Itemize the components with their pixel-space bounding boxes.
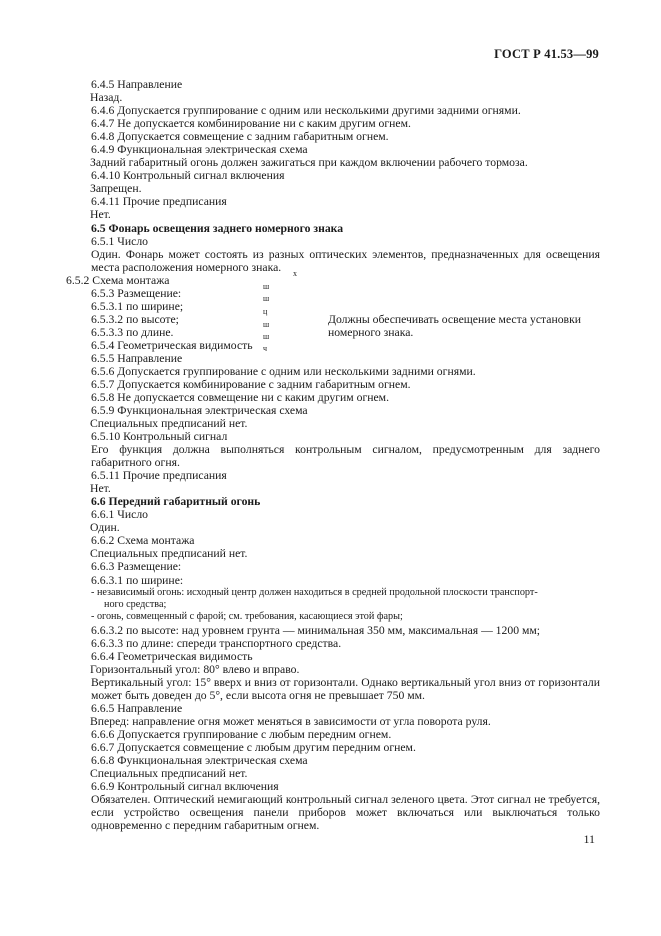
clause-6-6-3-1: 6.6.3.1 по ширине:: [91, 573, 184, 587]
scheme-requirement-text: Должны обеспечивать освещение места установки номерного знака.: [328, 312, 581, 339]
bullet-item: - независимый огонь: исходный центр должен находиться в средней продольной плоскости транспорт-: [91, 586, 538, 598]
clause-6-5-2: 6.5.2 Схема монтажа: [66, 273, 170, 287]
scan-mark: х: [293, 268, 297, 278]
clause-6-5-6: 6.5.6 Допускается группирование с одним или несколькими задними огнями.: [91, 364, 476, 378]
scan-mark: ч: [263, 343, 268, 353]
clause-6-6-8: 6.6.8 Функциональная электрическая схема: [91, 754, 308, 768]
clause-6-6-1: 6.6.1 Число: [91, 508, 149, 522]
clause-6-6-3: 6.6.3 Размещение:: [91, 560, 182, 574]
clause-6-5-11: 6.5.11 Прочие предписания: [91, 469, 227, 483]
text-line: Задний габаритный огонь должен зажигаться при каждом включении рабочего тормоза.: [90, 156, 528, 170]
clause-6-5-9: 6.5.9 Функциональная электрическая схема: [91, 403, 308, 417]
scan-mark: ш: [263, 293, 270, 303]
paragraph-text: Обязателен. Оптический немигающий контрольный сигнал зеленого цвета. Этот сигнал не требуется, если устройство освещения панели приборов может включаться или выключаться только одновременно с передним габаритным огнем.: [91, 793, 600, 833]
clause-6-5-4: 6.5.4 Геометрическая видимость: [91, 338, 253, 352]
clause-6-5-3: 6.5.3 Размещение:: [91, 286, 182, 300]
clause-6-5-1: 6.5.1 Число: [91, 234, 149, 248]
scan-mark: ш: [263, 281, 270, 291]
paragraph-text: Один. Фонарь может состоять из разных оптических элементов, предназначенных для освещения места расположения номерного знака.: [91, 247, 600, 274]
clause-6-4-6: 6.4.6 Допускается группирование с одним или несколькими другими задними огнями.: [91, 104, 521, 118]
clause-6-5-3-1: 6.5.3.1 по ширине;: [91, 299, 184, 313]
text-line: Один.: [90, 521, 120, 535]
clause-6-4-7: 6.4.7 Не допускается комбинирование ни с каким другим огнем.: [91, 117, 411, 131]
clause-6-5-7: 6.5.7 Допускается комбинирование с задним габаритным огнем.: [91, 377, 411, 391]
text-line: Специальных предписаний нет.: [90, 767, 248, 781]
paragraph-text: Вертикальный угол: 15° вверх и вниз от горизонтали. Однако вертикальный угол вниз от горизонтали может быть доведен до 5°, если высота огня не превышает 750 мм.: [91, 675, 600, 702]
clause-6-6-5: 6.6.5 Направление: [91, 702, 183, 716]
scan-mark: ш: [263, 331, 270, 341]
clause-6-6-3-3: 6.6.3.3 по длине: спереди транспортного средства.: [91, 636, 342, 650]
text-line: Вперед: направление огня может меняться в зависимости от угла поворота руля.: [90, 715, 491, 729]
paragraph-6-5-1: [0, 248, 600, 274]
document-body: [66, 78, 600, 833]
text-line: Нет.: [90, 482, 111, 496]
section-6-6-heading: 6.6 Передний габаритный огонь: [91, 495, 261, 509]
clause-6-6-3-2: 6.6.3.2 по высоте: над уровнем грунта — минимальная 350 мм, максимальная — 1200 мм;: [91, 623, 541, 637]
document-code-header: ГОСТ Р 41.53—99: [494, 47, 599, 61]
scan-mark: ш: [263, 319, 270, 329]
paragraph-6-6-9: [0, 793, 600, 832]
text-line: Специальных предписаний нет.: [90, 547, 248, 561]
bullet-item-continuation: ного средства;: [104, 598, 167, 610]
clause-6-5-8: 6.5.8 Не допускается совмещение ни с каким другим огнем.: [91, 390, 389, 404]
paragraph-6-6-4: [0, 676, 600, 702]
clause-6-6-2: 6.6.2 Схема монтажа: [91, 534, 195, 548]
clause-6-5-10: 6.5.10 Контрольный сигнал: [91, 429, 228, 443]
clause-6-5-5: 6.5.5 Направление: [91, 351, 183, 365]
page-number: 11: [583, 832, 595, 846]
text-line: Нет.: [90, 208, 111, 222]
clause-6-6-4: 6.6.4 Геометрическая видимость: [91, 649, 253, 663]
text-line: Запрещен.: [90, 182, 142, 196]
paragraph-6-5-10: [0, 443, 600, 469]
scan-mark: ц: [263, 306, 268, 316]
clause-6-4-8: 6.4.8 Допускается совмещение с задним габаритным огнем.: [91, 130, 389, 144]
paragraph-text: Его функция должна выполняться контрольным сигналом, предусмотренным для заднего габаритного огня.: [91, 443, 600, 470]
clause-6-4-9: 6.4.9 Функциональная электрическая схема: [91, 143, 308, 157]
clause-6-4-5: 6.4.5 Направление: [91, 78, 183, 91]
clause-6-5-3-2: 6.5.3.2 по высоте;: [91, 312, 179, 326]
clause-6-6-9: 6.6.9 Контрольный сигнал включения: [91, 780, 279, 794]
clause-6-6-7: 6.6.7 Допускается совмещение с любым другим передним огнем.: [91, 741, 416, 755]
text-line: Специальных предписаний нет.: [90, 416, 248, 430]
clause-6-4-11: 6.4.11 Прочие предписания: [91, 195, 227, 209]
bullet-item: - огонь, совмещенный с фарой; см. требования, касающиеся этой фары;: [91, 611, 403, 623]
clause-6-5-3-3: 6.5.3.3 по длине.: [91, 325, 174, 339]
section-6-5-heading: 6.5 Фонарь освещения заднего номерного знака: [91, 221, 344, 235]
text-line: Горизонтальный угол: 80° влево и вправо.: [90, 662, 300, 676]
clause-6-6-6: 6.6.6 Допускается группирование с любым передним огнем.: [91, 728, 392, 742]
mounting-scheme-block: [66, 268, 599, 353]
text-line: Назад.: [90, 91, 123, 105]
clause-6-4-10: 6.4.10 Контрольный сигнал включения: [91, 169, 285, 183]
